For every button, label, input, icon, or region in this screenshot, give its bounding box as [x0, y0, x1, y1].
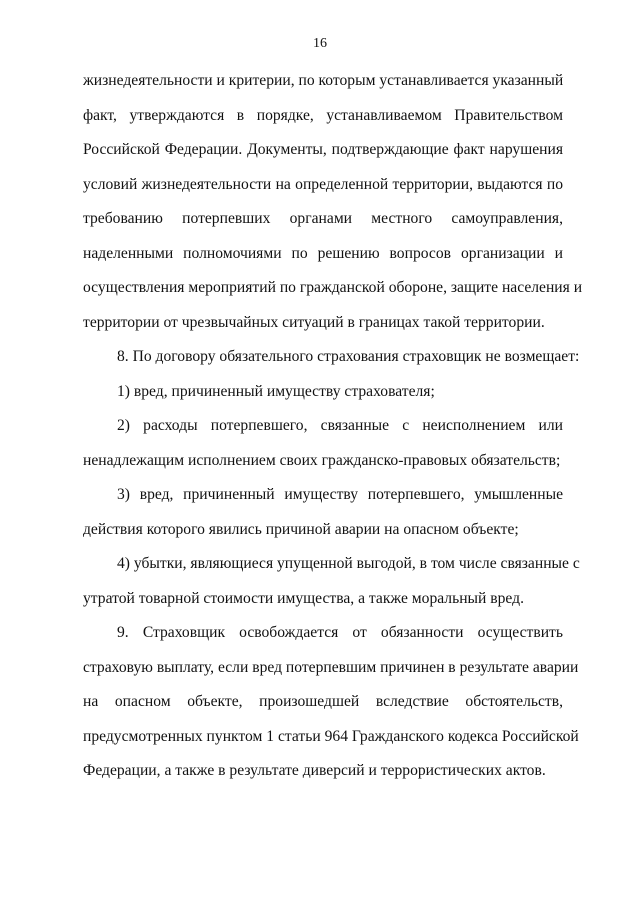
text-line: Российской Федерации. Документы, подтверждающие факт нарушения [83, 141, 563, 158]
text-line: 9. Страховщик освобождается от обязанности осуществить [117, 624, 563, 641]
text-line: страховую выплату, если вред потерпевшим причинен в результате аварии [83, 659, 579, 676]
text-line: требованию потерпевших органами местного самоуправления, [83, 210, 563, 227]
text-line: утратой товарной стоимости имущества, а также моральный вред. [83, 590, 524, 607]
text-line: 2) расходы потерпевшего, связанные с неисполнением или [117, 417, 563, 434]
text-line: на опасном объекте, произошедшей вследствие обстоятельств, [83, 693, 563, 710]
text-line: 8. По договору обязательного страхования страховщик не возмещает: [117, 348, 580, 365]
text-line: наделенными полномочиями по решению вопросов организации и [83, 245, 563, 262]
text-line: условий жизнедеятельности на определенной территории, выдаются по [83, 176, 563, 193]
text-line: жизнедеятельности и критерии, по которым устанавливается указанный [83, 72, 564, 89]
text-line: 3) вред, причиненный имуществу потерпевшего, умышленные [117, 486, 563, 503]
text-line: факт, утверждаются в порядке, устанавливаемом Правительством [83, 107, 563, 124]
page-number: 16 [313, 36, 327, 51]
text-line: территории от чрезвычайных ситуаций в границах такой территории. [83, 314, 545, 331]
text-line: ненадлежащим исполнением своих гражданско-правовых обязательств; [83, 452, 561, 469]
text-line: действия которого явились причиной аварии на опасном объекте; [83, 521, 519, 538]
text-line: 1) вред, причиненный имуществу страхователя; [117, 383, 435, 400]
text-line: Федерации, а также в результате диверсий и террористических актов. [83, 762, 546, 779]
text-line: предусмотренных пунктом 1 статьи 964 Гражданского кодекса Российской [83, 728, 579, 745]
text-line: осуществления мероприятий по гражданской обороне, защите населения и [83, 279, 583, 296]
text-line: 4) убытки, являющиеся упущенной выгодой, в том числе связанные с [117, 555, 580, 572]
